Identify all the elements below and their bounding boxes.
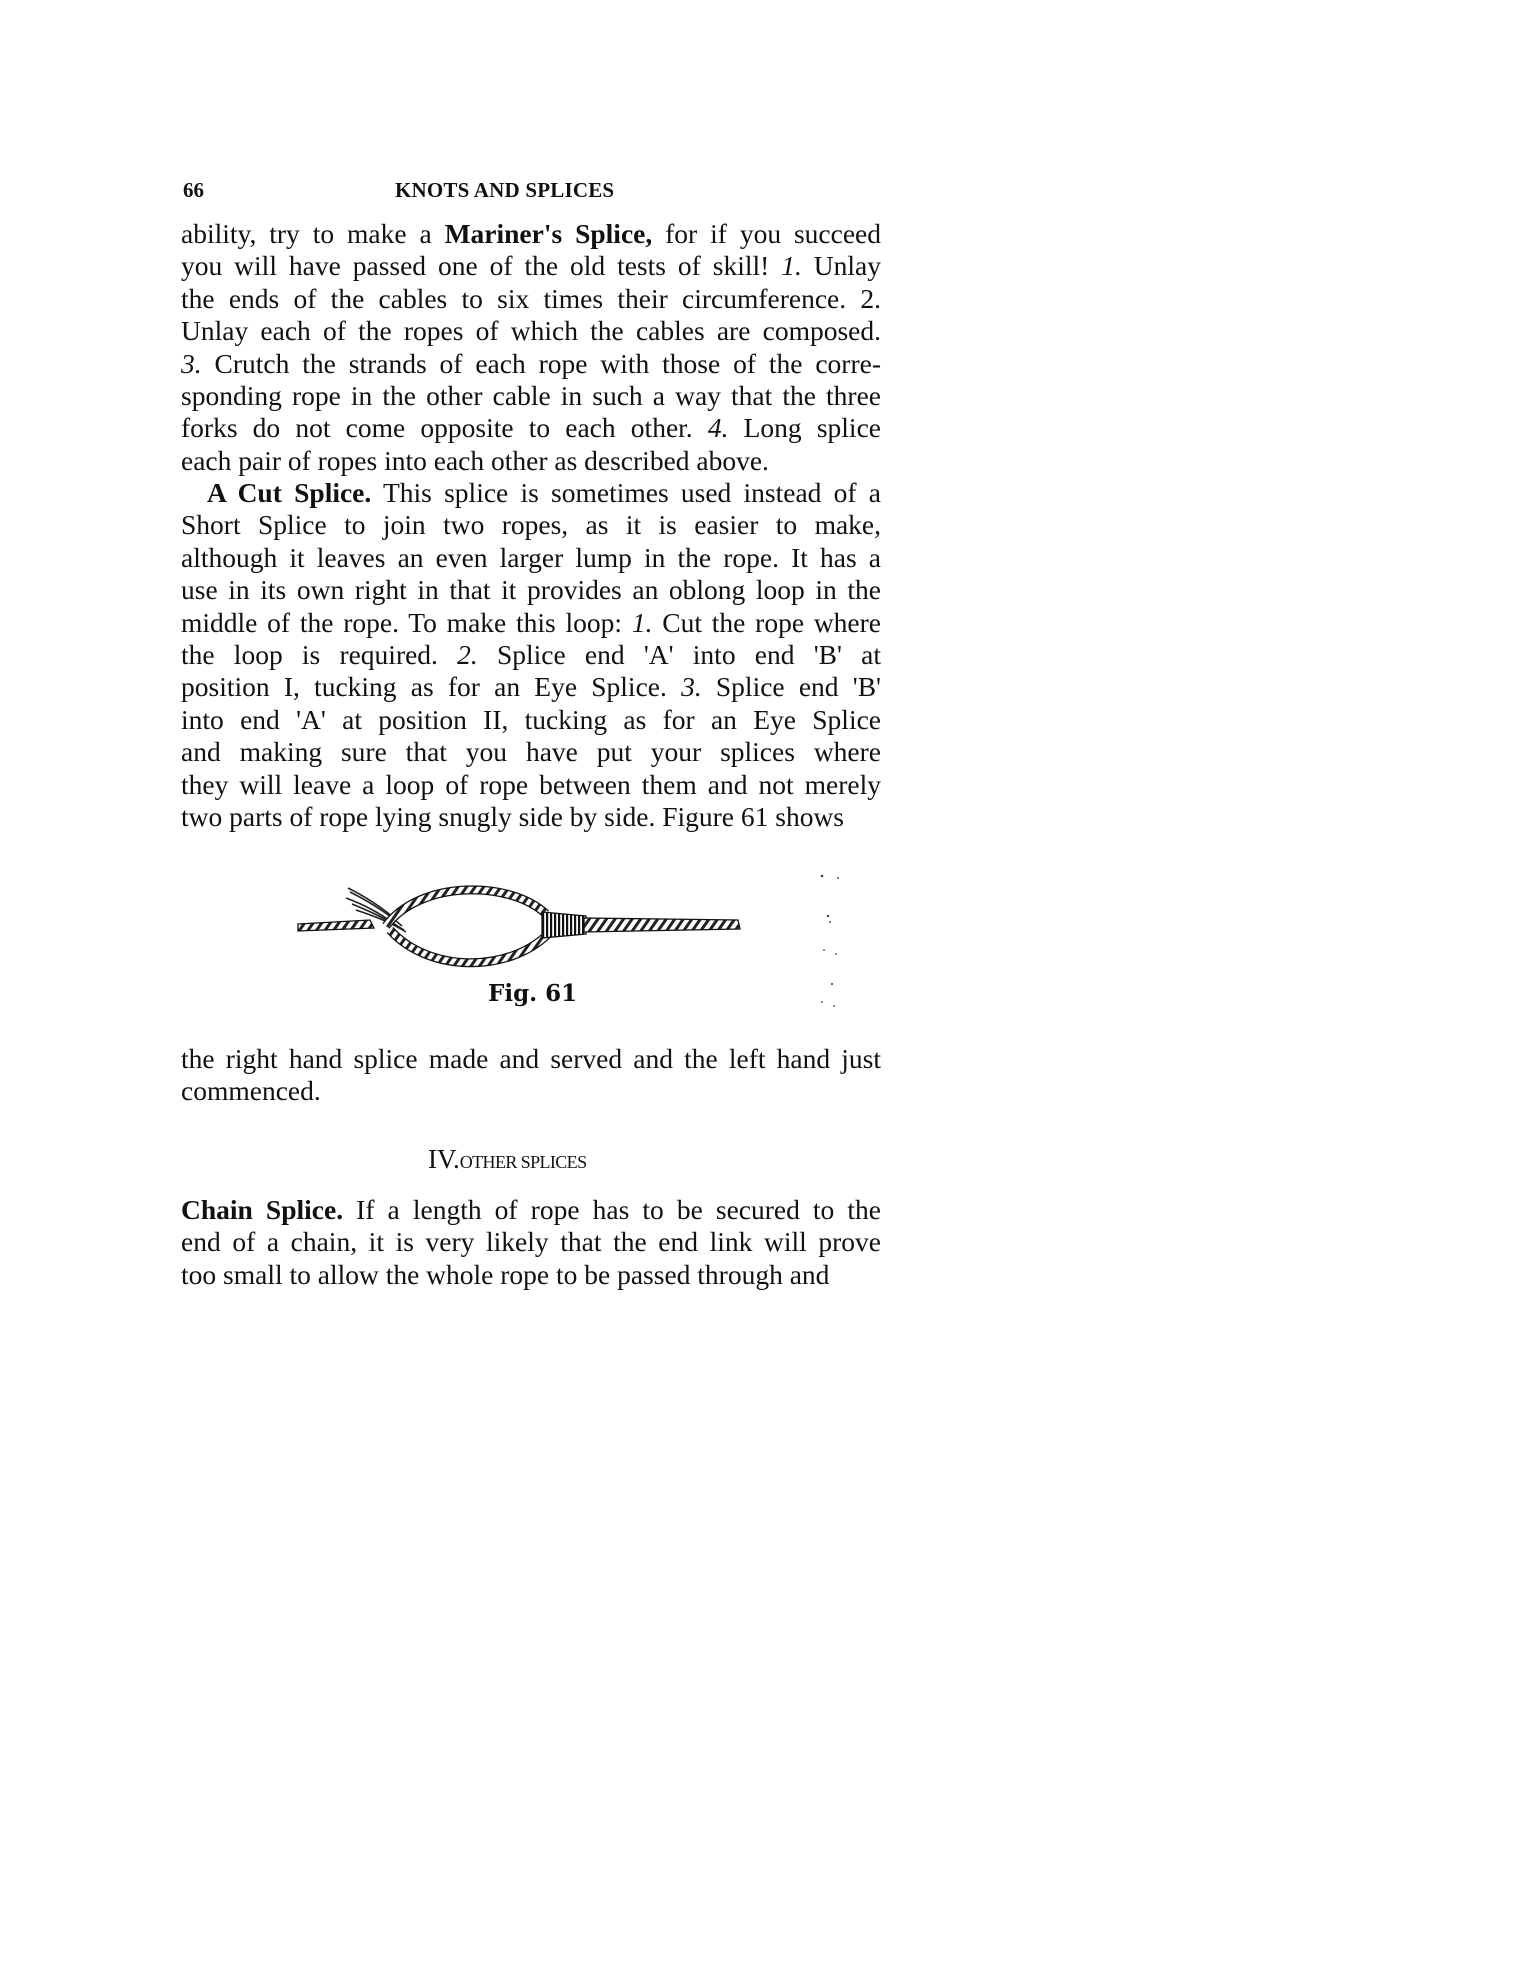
figure-caption: Fig. 61 [488, 980, 578, 1007]
text-line: commenced. [181, 1075, 321, 1107]
paragraph-cut-splice [181, 477, 881, 833]
text-line: Short Splice to join two ropes, as it is easier to make, [181, 509, 881, 541]
text-run: If a length of rope has to be secured to the [343, 1194, 881, 1225]
step-number: 1. [781, 250, 802, 282]
text-run: ability, try to make a [181, 218, 445, 249]
paragraph-figure-description [181, 1043, 881, 1108]
text-run: Unlay [801, 250, 882, 282]
text-line [181, 250, 881, 282]
text-run: the loop is required. [181, 639, 458, 671]
text-line: and making sure that you have put your splices where [181, 736, 881, 768]
running-title: KNOTS AND SPLICES [395, 178, 615, 202]
step-number: 4. [707, 412, 729, 444]
text-line [181, 477, 881, 509]
step-number: 3. [681, 671, 702, 703]
paragraph-mariners-splice [181, 218, 881, 477]
text-line: they will leave a loop of rope between them and not merely [181, 768, 881, 800]
section-title: OTHER SPLICES [459, 1152, 587, 1172]
text-line [181, 607, 881, 639]
text-run: Splice end 'B' [701, 671, 881, 703]
text-run: for if you succeed [652, 218, 882, 249]
text-line: sponding rope in the other cable in such a way that the three [181, 380, 881, 412]
text-line: each pair of ropes into each other as described above. [181, 444, 769, 476]
text-run: Cut the rope where [652, 606, 881, 638]
text-line [181, 639, 881, 671]
section-heading [428, 1144, 728, 1175]
text-line [181, 1194, 881, 1226]
step-number: 3. [181, 347, 202, 379]
text-line: the ends of the cables to six times their circumference. 2. [181, 282, 881, 314]
text-run: you will have passed one of the old tests of skill! [181, 250, 782, 282]
running-head [183, 178, 883, 208]
text-line: although it leaves an even larger lump in the rope. It has a [181, 541, 881, 573]
text-line [181, 412, 881, 444]
text-run: Long splice [728, 412, 881, 444]
text-line [181, 348, 881, 380]
term-cut-splice: A Cut Splice. [207, 477, 372, 508]
text-run: middle of the rope. To make this loop: [181, 606, 632, 638]
step-number: 1. [631, 606, 653, 638]
served-splice [542, 912, 586, 938]
section-numeral: IV. [428, 1144, 460, 1174]
text-run: position I, tucking as for an Eye Splice. [181, 671, 682, 703]
rope-left-end [298, 920, 374, 931]
text-line: Unlay each of the ropes of which the cables are composed. [181, 315, 881, 347]
text-line: end of a chain, it is very likely that the end link will prove [181, 1226, 881, 1258]
term-chain-splice: Chain Splice. [181, 1194, 344, 1225]
scan-specks [808, 872, 848, 1022]
term-mariners-splice: Mariner's Splice, [444, 218, 653, 249]
step-number: 2. [457, 639, 478, 671]
rope-right-end [584, 918, 740, 932]
text-run: forks do not come opposite to each other. [181, 412, 708, 444]
text-run: This splice is sometimes used instead of a [371, 477, 881, 508]
text-line: too small to allow the whole rope to be passed through and [181, 1258, 830, 1290]
text-line: into end 'A' at position II, tucking as for an Eye Splice [181, 703, 881, 735]
text-line [181, 218, 881, 250]
text-line: the right hand splice made and served and the left hand just [181, 1043, 881, 1074]
text-line: use in its own right in that it provides an oblong loop in the [181, 574, 881, 606]
text-line: two parts of rope lying snugly side by side. Figure 61 shows [181, 801, 845, 833]
figure-61 [290, 868, 750, 1028]
text-run: Crutch the strands of each rope with those of the corre- [201, 347, 881, 379]
text-line [181, 671, 881, 703]
text-run: Splice end 'A' into end 'B' at [477, 639, 881, 671]
paragraph-chain-splice [181, 1194, 881, 1291]
page-number: 66 [183, 178, 204, 202]
cut-splice-rope-illustration [290, 868, 750, 978]
